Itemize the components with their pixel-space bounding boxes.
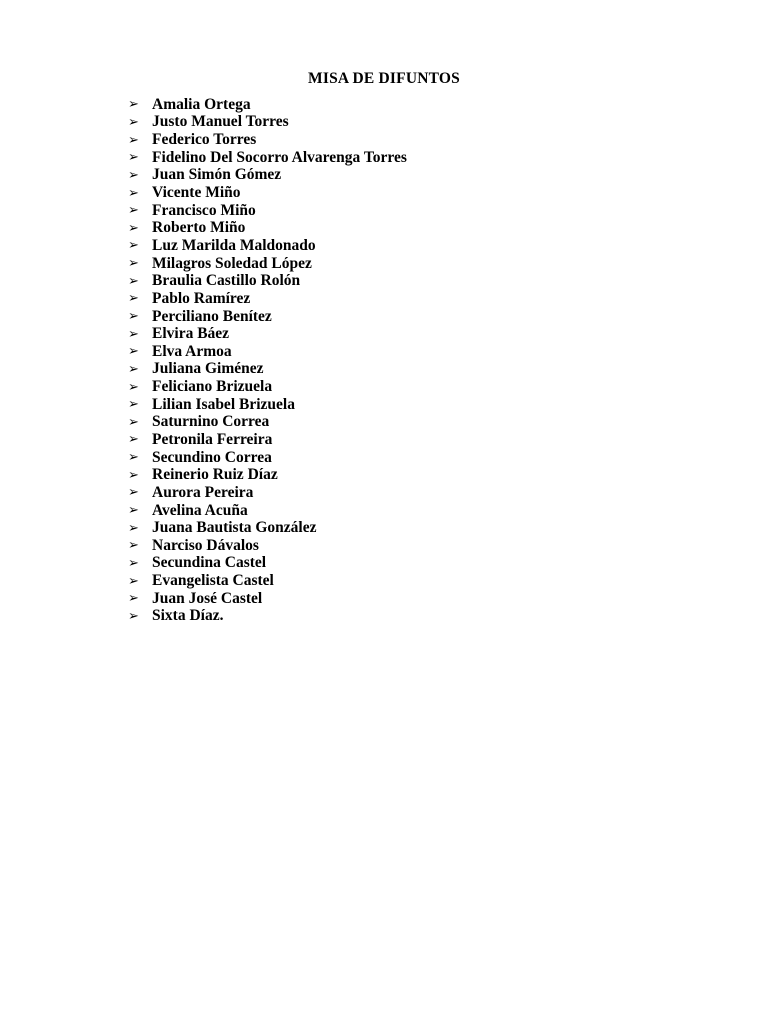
list-item xyxy=(128,255,407,273)
list-item xyxy=(128,431,407,449)
list-item xyxy=(128,466,407,484)
list-item-label: Perciliano Benítez xyxy=(152,307,272,325)
list-item-label: Aurora Pereira xyxy=(152,483,254,501)
list-item xyxy=(128,202,407,220)
arrowhead-bullet-icon: ➢ xyxy=(128,291,139,307)
list-item-label: Federico Torres xyxy=(152,131,257,149)
arrowhead-bullet-icon: ➢ xyxy=(128,167,139,183)
list-item-label: Braulia Castillo Rolón xyxy=(152,272,301,290)
list-item xyxy=(128,396,407,414)
document-title: MISA DE DIFUNTOS xyxy=(308,70,460,87)
arrowhead-bullet-icon: ➢ xyxy=(128,432,139,448)
arrowhead-bullet-icon: ➢ xyxy=(128,503,139,519)
arrowhead-bullet-icon: ➢ xyxy=(128,326,139,342)
list-item-label: Evangelista Castel xyxy=(152,572,274,590)
list-item xyxy=(128,325,407,343)
arrowhead-bullet-icon: ➢ xyxy=(128,573,139,589)
list-item-label: Sixta Díaz. xyxy=(152,607,224,625)
list-item-label: Milagros Soledad López xyxy=(152,254,312,272)
arrowhead-bullet-icon: ➢ xyxy=(128,485,139,501)
arrowhead-bullet-icon: ➢ xyxy=(128,238,139,254)
list-item-label: Vicente Miño xyxy=(152,184,241,202)
list-item-label: Justo Manuel Torres xyxy=(152,113,289,131)
list-item-label: Lilian Isabel Brizuela xyxy=(152,395,295,413)
list-item-label: Luz Marilda Maldonado xyxy=(152,236,316,254)
list-item-label: Feliciano Brizuela xyxy=(152,378,273,396)
arrowhead-bullet-icon: ➢ xyxy=(128,379,139,395)
list-item-label: Secundina Castel xyxy=(152,554,267,572)
list-item-label: Narciso Dávalos xyxy=(152,536,259,554)
arrowhead-bullet-icon: ➢ xyxy=(128,608,139,624)
list-item xyxy=(128,184,407,202)
list-item-label: Francisco Miño xyxy=(152,201,256,219)
arrowhead-bullet-icon: ➢ xyxy=(128,132,139,148)
arrowhead-bullet-icon: ➢ xyxy=(128,114,139,130)
arrowhead-bullet-icon: ➢ xyxy=(128,414,139,430)
list-item xyxy=(128,96,407,114)
list-item xyxy=(128,114,407,132)
list-item xyxy=(128,149,407,167)
arrowhead-bullet-icon: ➢ xyxy=(128,450,139,466)
list-item xyxy=(128,131,407,149)
arrowhead-bullet-icon: ➢ xyxy=(128,361,139,377)
list-item xyxy=(128,572,407,590)
list-item-label: Petronila Ferreira xyxy=(152,431,273,448)
list-item xyxy=(128,361,407,379)
list-item xyxy=(128,449,407,467)
arrowhead-bullet-icon: ➢ xyxy=(128,520,139,536)
list-item-label: Saturnino Correa xyxy=(152,413,270,431)
list-item xyxy=(128,502,407,520)
list-item xyxy=(128,308,407,326)
list-item-label: Elvira Báez xyxy=(152,325,230,343)
list-item xyxy=(128,484,407,502)
arrowhead-bullet-icon: ➢ xyxy=(128,185,139,201)
list-item xyxy=(128,519,407,537)
list-item xyxy=(128,608,407,626)
arrowhead-bullet-icon: ➢ xyxy=(128,555,139,571)
list-item-label: Reinerio Ruiz Díaz xyxy=(152,466,278,484)
list-item-label: Fidelino Del Socorro Alvarenga Torres xyxy=(152,148,407,166)
arrowhead-bullet-icon: ➢ xyxy=(128,538,139,554)
arrowhead-bullet-icon: ➢ xyxy=(128,97,139,113)
list-item xyxy=(128,537,407,555)
list-item-label: Avelina Acuña xyxy=(152,501,248,519)
list-item-label: Juana Bautista González xyxy=(152,519,317,537)
list-item xyxy=(128,343,407,361)
arrowhead-bullet-icon: ➢ xyxy=(128,273,139,289)
list-item xyxy=(128,219,407,237)
arrowhead-bullet-icon: ➢ xyxy=(128,309,139,324)
list-item xyxy=(128,555,407,573)
list-item xyxy=(128,272,407,290)
list-item xyxy=(128,590,407,608)
list-item xyxy=(128,414,407,432)
list-item xyxy=(128,378,407,396)
arrowhead-bullet-icon: ➢ xyxy=(128,467,139,483)
list-item-label: Amalia Ortega xyxy=(152,95,251,113)
list-item-label: Roberto Miño xyxy=(152,219,246,237)
list-item-label: Secundino Correa xyxy=(152,448,272,466)
list-item-label: Pablo Ramírez xyxy=(152,289,251,307)
arrowhead-bullet-icon: ➢ xyxy=(128,203,139,219)
arrowhead-bullet-icon: ➢ xyxy=(128,150,139,166)
list-item xyxy=(128,237,407,255)
arrowhead-bullet-icon: ➢ xyxy=(128,591,139,607)
list-item xyxy=(128,167,407,185)
list-item-label: Juan Simón Gómez xyxy=(152,166,282,184)
list-item-label: Juan José Castel xyxy=(152,589,263,607)
arrowhead-bullet-icon: ➢ xyxy=(128,256,139,272)
list-item-label: Juliana Giménez xyxy=(152,360,264,378)
name-list xyxy=(128,96,407,625)
arrowhead-bullet-icon: ➢ xyxy=(128,220,139,236)
arrowhead-bullet-icon: ➢ xyxy=(128,397,139,413)
list-item xyxy=(128,290,407,308)
arrowhead-bullet-icon: ➢ xyxy=(128,344,139,360)
list-item-label: Elva Armoa xyxy=(152,342,232,360)
